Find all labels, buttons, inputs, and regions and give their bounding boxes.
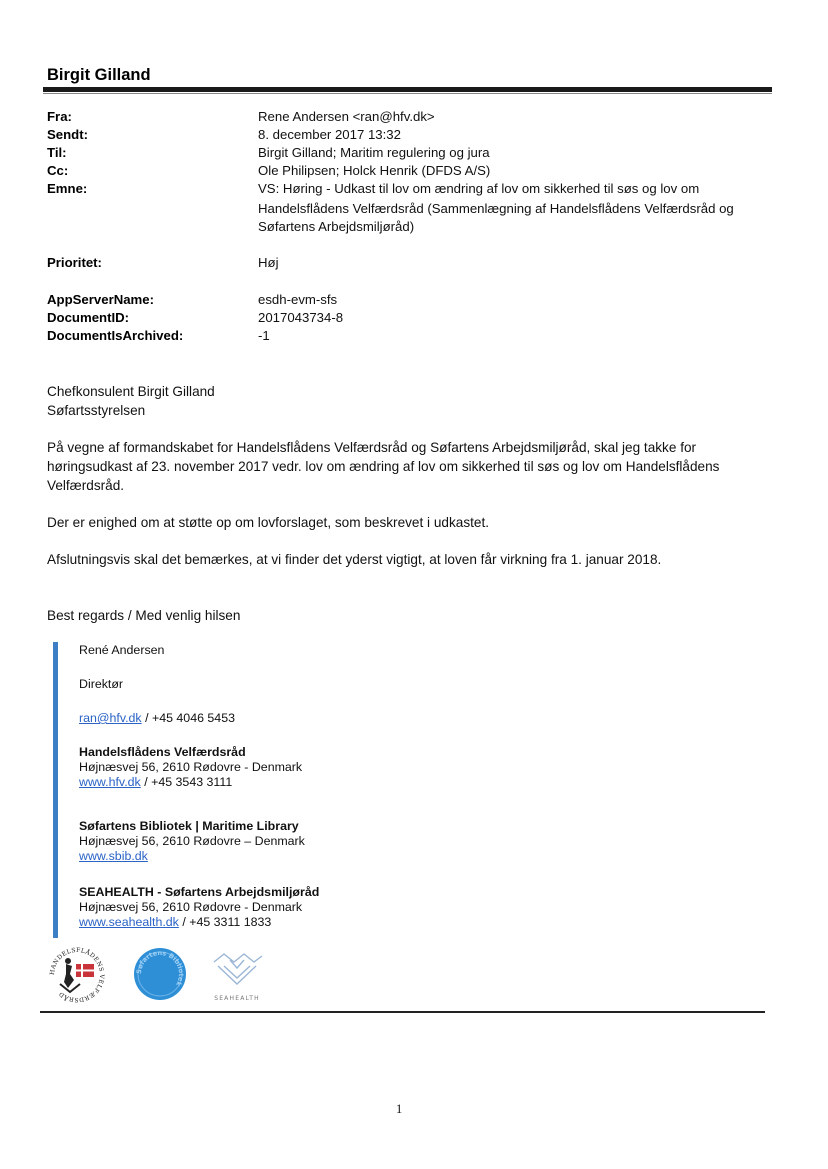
seal-ring-text: HANDELSFLÅDENS VELFÆRDSRÅD [48, 946, 106, 1004]
document-id-label: DocumentID: [47, 310, 130, 325]
para1-line-3: Velfærdsråd. [47, 478, 125, 493]
org1-web-link[interactable]: www.hfv.dk [79, 775, 141, 789]
recipient-title: Chefkonsulent Birgit Gilland [47, 384, 215, 399]
para1-line-2: høringsudkast af 23. november 2017 vedr. lov om ændring af lov om sikkerhed til søs og lov om Handelsflådens [47, 459, 720, 474]
document-id-value: 2017043734-8 [258, 310, 344, 325]
page-number: 1 [396, 1102, 403, 1116]
body-paragraph-2 [47, 513, 747, 532]
signature-name: René Andersen [79, 643, 165, 657]
subject-line-3: Søfartens Arbejdsmiljøråd) [258, 219, 415, 234]
subject-line-1: VS: Høring - Udkast til lov om ændring af lov om sikkerhed til søs og lov om [258, 181, 700, 196]
closing-line [47, 606, 747, 625]
body-paragraph-1 [47, 438, 747, 495]
appserver-label: AppServerName: [47, 292, 155, 307]
signature-email-line [79, 711, 235, 726]
org3-block [79, 885, 319, 930]
archived-label: DocumentIsArchived: [47, 328, 184, 343]
org1-block [79, 745, 302, 790]
signature-email-link[interactable]: ran@hfv.dk [79, 711, 142, 725]
org1-name: Handelsflådens Velfærdsråd [79, 745, 246, 759]
library-logo-text: Søfartens Bibliotek [134, 948, 186, 988]
recipient-block [47, 382, 747, 420]
org2-address: Højnæsvej 56, 2610 Rødovre – Denmark [79, 834, 305, 848]
priority-label: Prioritet: [47, 255, 102, 270]
from-value: Rene Andersen <ran@hfv.dk> [258, 109, 435, 124]
priority-value: Høj [258, 255, 279, 270]
sent-label: Sendt: [47, 127, 89, 142]
org3-web-link[interactable]: www.seahealth.dk [79, 915, 179, 929]
org3-address: Højnæsvej 56, 2610 Rødovre - Denmark [79, 900, 303, 914]
document-owner-name: Birgit Gilland [47, 66, 151, 84]
org3-contact [79, 915, 319, 930]
sent-value: 8. december 2017 13:32 [258, 127, 401, 142]
org2-web-link[interactable]: www.sbib.dk [79, 849, 148, 863]
header-rule-thin [43, 93, 772, 94]
subject-line-2: Handelsflådens Velfærdsråd (Sammenlægning af Handelsflådens Velfærdsråd og [258, 201, 734, 216]
org1-contact [79, 775, 302, 790]
signature-logos [46, 942, 276, 1008]
para3-text: Afslutningsvis skal det bemærkes, at vi finder det yderst vigtigt, at loven får virkning fra 1. januar 2018. [47, 552, 662, 567]
seahealth-logo-text: SEAHEALTH [214, 995, 260, 1002]
para2-text: Der er enighed om at støtte op om lovforslaget, som beskrevet i udkastet. [47, 515, 490, 530]
signature-bar [53, 642, 58, 938]
footer-rule [40, 1011, 765, 1013]
closing-text: Best regards / Med venlig hilsen [47, 608, 241, 623]
cc-label: Cc: [47, 163, 69, 178]
org1-phone: / +45 3543 3111 [140, 775, 233, 789]
sofartens-bibliotek-logo-icon [132, 946, 188, 1002]
org1-address: Højnæsvej 56, 2610 Rødovre - Denmark [79, 760, 303, 774]
cc-value: Ole Philipsen; Holck Henrik (DFDS A/S) [258, 163, 491, 178]
signature-title: Direktør [79, 677, 124, 691]
org2-block [79, 819, 305, 864]
para1-line-1: På vegne af formandskabet for Handelsflådens Velfærdsråd og Søfartens Arbejdsmiljøråd, skal jeg takke for [47, 440, 697, 455]
org2-contact [79, 849, 305, 864]
seahealth-logo-icon [204, 946, 270, 1004]
org2-name: Søfartens Bibliotek | Maritime Library [79, 819, 299, 833]
signature-email-phone: / +45 4046 5453 [141, 711, 235, 725]
archived-value: -1 [258, 328, 270, 343]
header-rule [43, 87, 772, 92]
org3-phone: / +45 3311 1833 [178, 915, 272, 929]
from-label: Fra: [47, 109, 72, 124]
recipient-org: Søfartsstyrelsen [47, 403, 146, 418]
subject-label: Emne: [47, 181, 88, 196]
to-label: Til: [47, 145, 67, 160]
body-paragraph-3 [47, 550, 747, 569]
velfaerdsraad-seal-icon [46, 944, 108, 1006]
org3-name: SEAHEALTH - Søfartens Arbejdsmiljøråd [79, 885, 320, 899]
to-value: Birgit Gilland; Maritim regulering og jura [258, 145, 490, 160]
appserver-value: esdh-evm-sfs [258, 292, 338, 307]
